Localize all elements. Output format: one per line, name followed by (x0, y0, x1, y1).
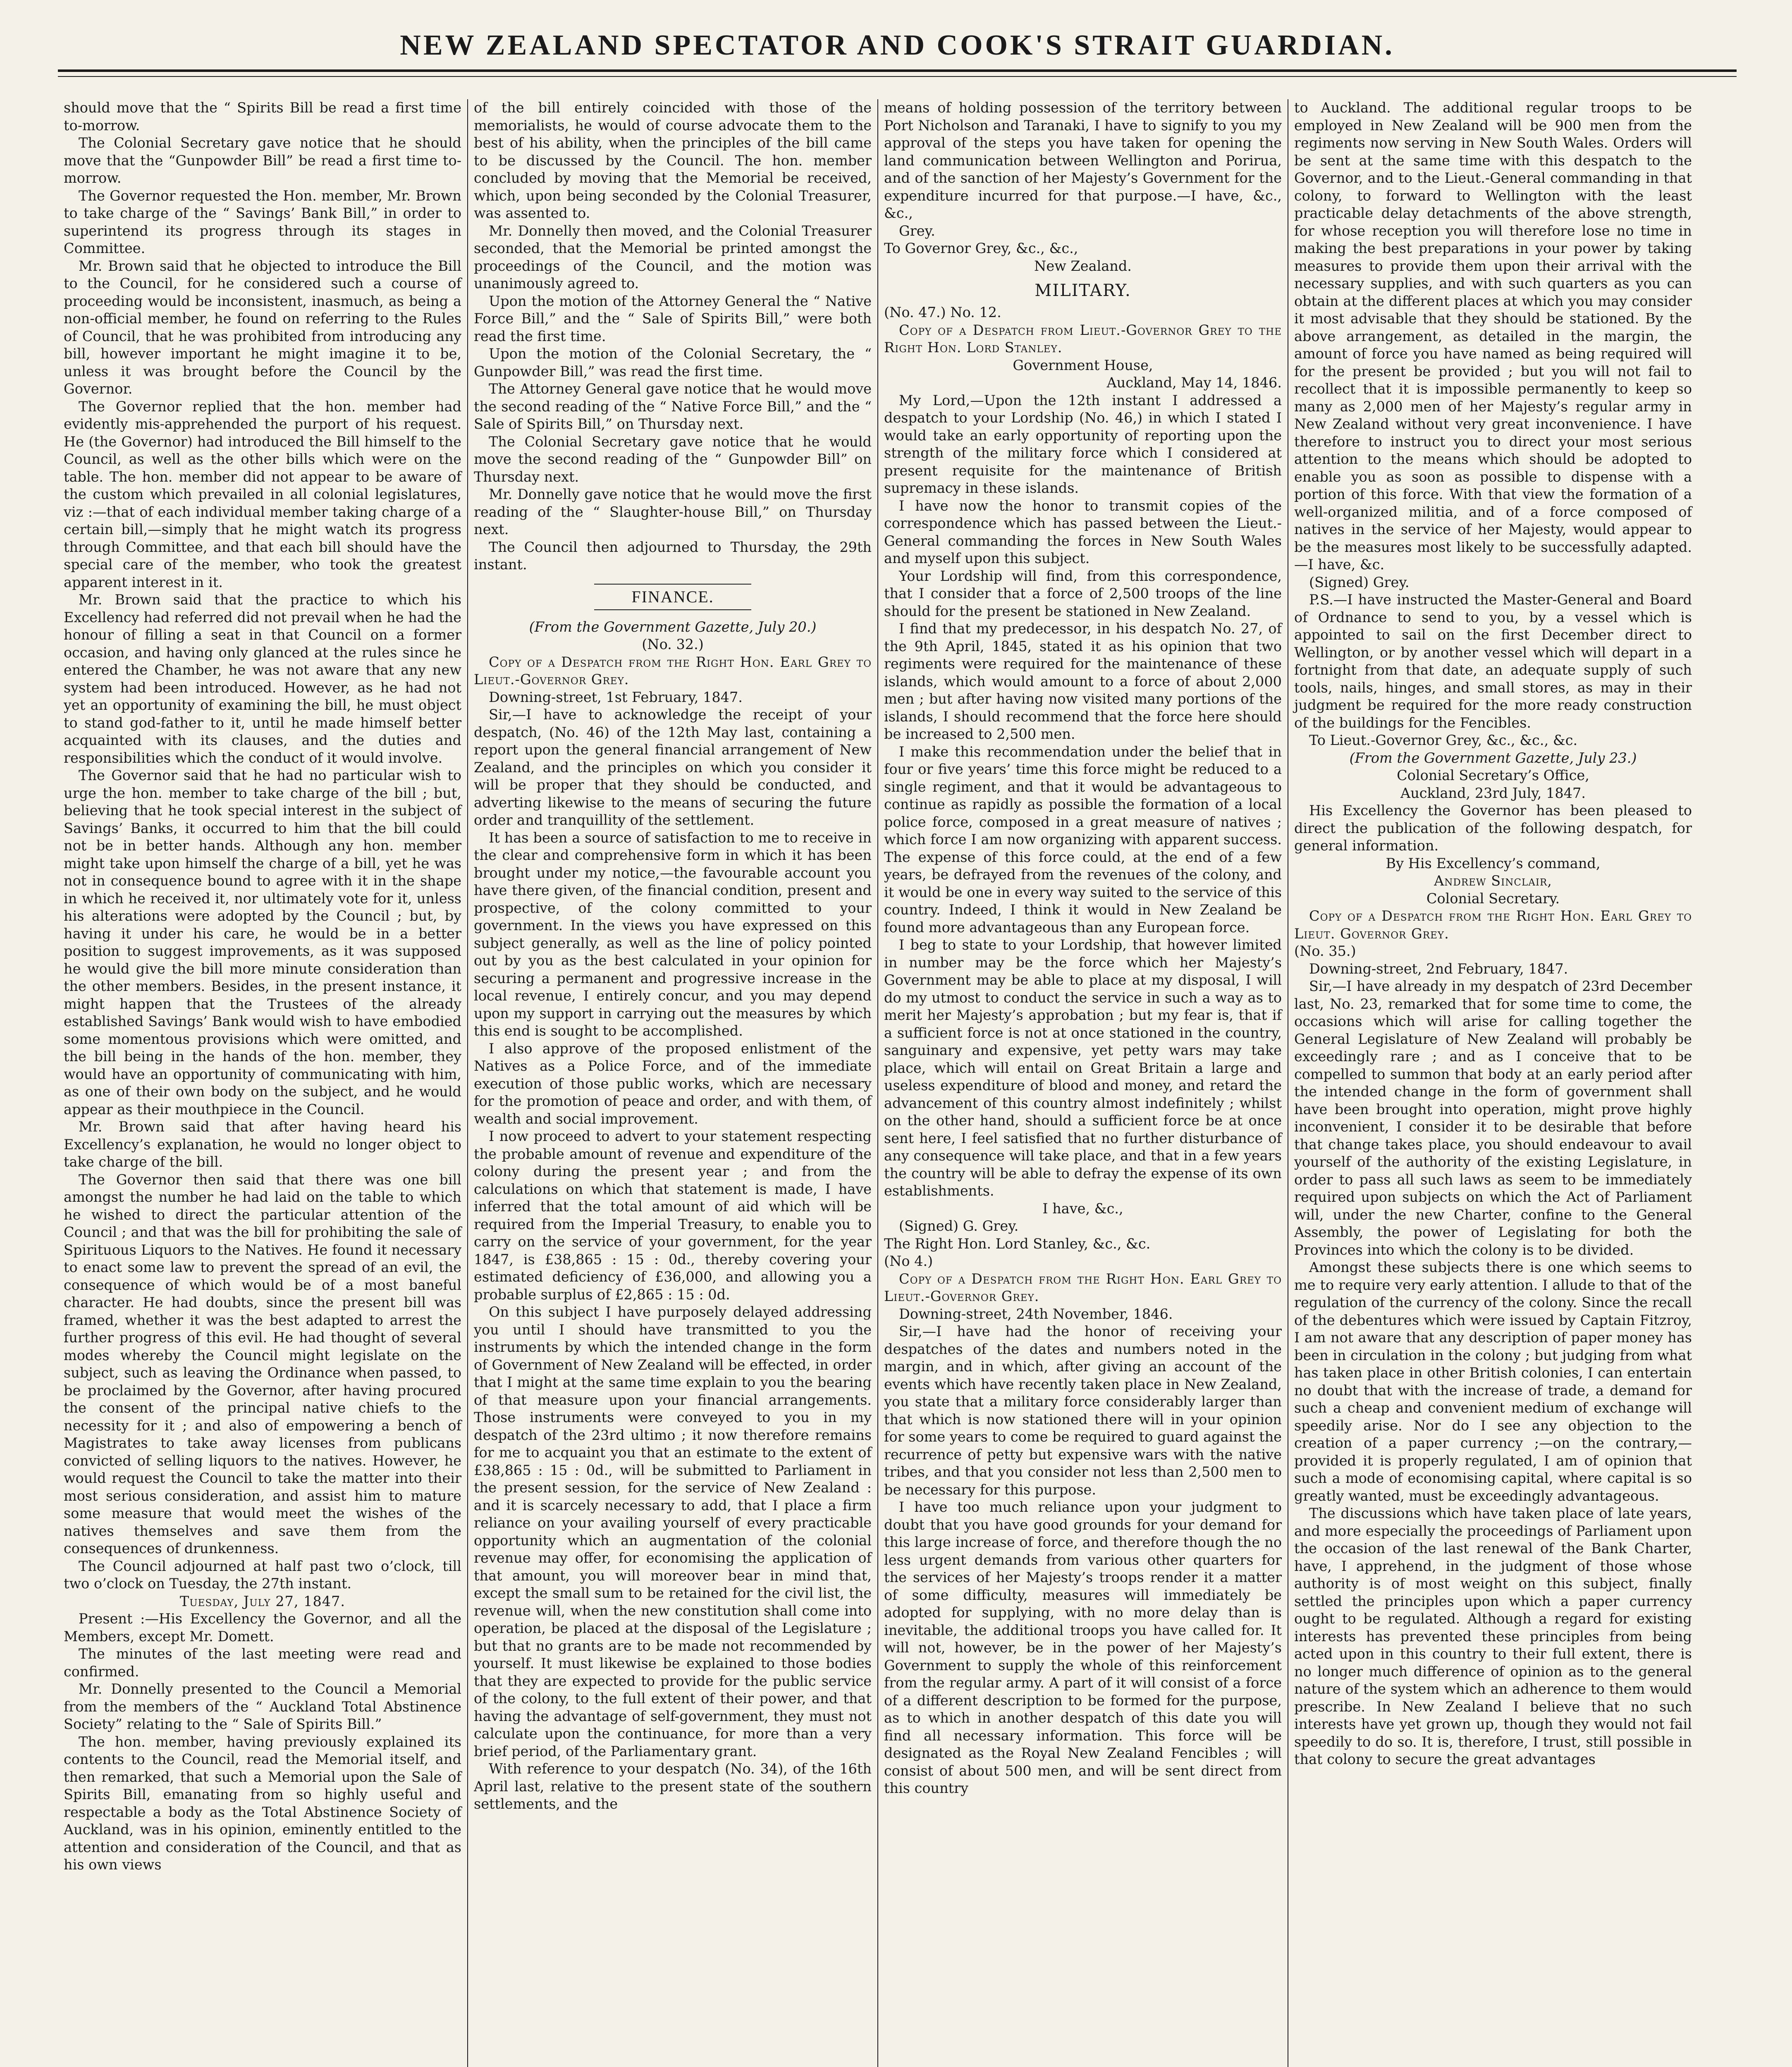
article-paragraph: means of holding possession of the territory between Port Nicholson and Taranaki, I have to signify to you my approval of the steps you have taken for opening the land communication between Wellington and Porirua, and of the sanction of her Majesty’s Government for the expenditure incurred for that purpose.—I have, &c., &c., (884, 100, 1282, 221)
article-paragraph: Your Lordship will find, from this correspondence, that I consider that a force of 2,500 troops of the line should for the present be stationed in New Zealand. (884, 568, 1282, 619)
article-paragraph: I make this recommendation under the belief that in four or five years’ time this force might be reduced to a single regiment, and that it would be advantageous to continue as rapidly as possible the formation of a local police force, composed in a great measure of natives ; which force I am now organizing with apparent success. The expense of this force could, at the end of a few years, be defrayed from the revenues of the colony, and it would be one in every way suited to the service of this country. Indeed, I think it would in New Zealand be found more advantageous than any European force. (884, 743, 1282, 936)
article-paragraph: The Governor requested the Hon. member, Mr. Brown to take charge of the “ Savings’ Bank Bill,” in order to superintend its progress through its stages in Committee. (64, 187, 461, 256)
article-paragraph: I beg to state to your Lordship, that however limited in number may be the force which her Majesty’s Government may be able to place at my disposal, I will do my utmost to conduct the service in such a way as to merit her Majesty’s approbation ; but my fear is, that if a sufficient force is not at once stationed in the country, sanguinary and expensive, yet petty wars may take place, which will entail on Great Britain a large and useless expenditure of blood and money, and retard the advancement of this country almost indefinitely ; whilst on the other hand, should a sufficient force be at once sent here, I feel satisfied that no further disturbance of any consequence will take place, and that in a few years the country will be able to defray the expense of its own establishments. (884, 937, 1282, 1199)
article-paragraph: The Governor replied that the hon. member had evidently mis-apprehended the purport of his request. He (the Governor) had introduced the Bill himself to the Council, as well as the other bills which were on the table. The hon. member did not appear to be aware of the custom which prevailed in all colonial legislatures, viz :—that of each individual member taking charge of a certain bill,—simply that he might watch its progress through Committee, and that each bill should have the special care of the member, who took the greatest apparent interest in it. (64, 398, 461, 590)
article-paragraph: My Lord,—Upon the 12th instant I addressed a despatch to your Lordship (No. 46,) in which I stated I would take an early opportunity of reporting upon the strength of the military force which I considered at present requisite for the maintenance of British supremacy in these islands. (884, 392, 1282, 496)
article-paragraph: (From the Government Gazette, July 23.) (1349, 749, 1637, 766)
article-paragraph: I have now the honor to transmit copies of the correspondence which has passed between the Lieut.-General commanding the forces in New South Wales and myself upon this subject. (884, 497, 1282, 566)
article-paragraph: Copy of a Despatch from the Right Hon. Earl Grey to Lieut.-Governor Grey. (884, 1270, 1282, 1304)
masthead-rule-thick (58, 69, 1737, 72)
article-paragraph: Government House, (1013, 357, 1153, 373)
column-3 (878, 99, 1288, 2067)
article-paragraph: The Colonial Secretary gave notice that he should move that the “Gunpowder Bill” be read a first time to-morrow. (64, 135, 461, 186)
article-paragraph: Downing-street, 24th November, 1846. (899, 1306, 1173, 1322)
article-paragraph: Copy of a Despatch from the Right Hon. Earl Grey to Lieut. Governor Grey. (1294, 908, 1692, 942)
article-paragraph: Colonial Secretary. (1426, 890, 1560, 907)
article-paragraph: The Council adjourned at half past two o’clock, till two o’clock on Tuesday, the 27th instant. (64, 1558, 461, 1592)
article-paragraph: To Governor Grey, &c., &c., (884, 240, 1078, 256)
article-paragraph: On this subject I have purposely delayed addressing you until I should have transmitted to you the instruments by which the intended change in the form of Government of New Zealand will be effected, in order that I might at the same time explain to you the bearing of that measure upon your financial arrangements. Those instruments were conveyed to you in my despatch of the 23rd ultimo ; it now therefore remains for me to acquaint you that an estimate to the extent of £38,865 : 15 : 0d., will be submitted to Parliament in the present session, for the service of New Zealand : and it is scarcely necessary to add, that I place a firm reliance on your availing yourself of every practicable opportunity which an augmentation of the colonial revenue may offer, for economising the application of that amount, you will moreover bear in mind that, except the small sum to be retained for the civil list, the revenue will, when the new constitution shall come into operation, be placed at the disposal of the Legislature ; but that no grants are to be made not recommended by yourself. It must likewise be explained to those bodies that they are expected to provide for the public service of the colony, to the full extent of their power, and that having the advantage of self-government, they must not calculate upon the continuance, for more than a very brief period, of the Parliamentary grant. (474, 1304, 872, 1759)
article-paragraph: should move that the “ Spirits Bill be read a first time to-morrow. (64, 100, 461, 134)
article-paragraph: Upon the motion of the Attorney General the “ Native Force Bill,” and the “ Sale of Spirits Bill,” were both read the first time. (474, 293, 872, 344)
article-paragraph: It has been a source of satisfaction to me to receive in the clear and comprehensive form in which it has been brought under my notice,—the favourable account you have there given, of the financial condition, present and prospective, of the colony committed to your government. In the views you have expressed on this subject generally, as well as the line of policy pointed out by you as the best calculated in your opinion for securing a permanent and progressive increase in the local revenue, I entirely concur, and you may depend upon my support in carrying out the measures by which this end is sought to be accomplished. (474, 829, 872, 1039)
article-paragraph: Mr. Donnelly gave notice that he would move the first reading of the “ Slaughter-house Bill,” on Thursday next. (474, 486, 872, 537)
article-paragraph: To Lieut.-Governor Grey, &c., &c., &c. (1309, 732, 1578, 748)
article-paragraph: The Council then adjourned to Thursday, the 29th instant. (474, 539, 872, 573)
article-paragraph: I find that my predecessor, in his despatch No. 27, of the 9th April, 1845, stated it as his opinion that two regiments were required for the maintenance of these islands, which would amount to a force of about 2,000 men ; but after having now visited many portions of the islands, I should recommend that the force here should be increased to 2,500 men. (884, 621, 1282, 742)
article-paragraph: (No. 35.) (1294, 943, 1356, 959)
article-paragraph: The hon. member, having previously explained its contents to the Council, read the Memorial itself, and then remarked, that such a Memorial upon the Sale of Spirits Bill, emanating from so highly useful and respectable a body as the Total Abstinence Society of Auckland, was in his opinion, eminently entitled to the attention and consideration of the Council, and that as his own views (64, 1733, 461, 1873)
article-paragraph: Downing-street, 1st February, 1847. (489, 689, 743, 705)
article-paragraph: His Excellency the Governor has been pleased to direct the publication of the following despatch, for general information. (1294, 802, 1692, 854)
article-paragraph: (No. 47.) No. 12. (884, 304, 1001, 320)
article-paragraph: Mr. Brown said that he objected to introduce the Bill to the Council, for he considered such a course of proceeding would be inconsistent, inasmuch, as being a non-official member, he found on referring to the Rules of Council, that he was prohibited from introducing any bill, however important he might imagine it to be, unless it was brought before the Council by the Governor. (64, 258, 461, 397)
column-4 (1288, 99, 1698, 2067)
article-paragraph: New Zealand. (1034, 258, 1132, 274)
column-1 (58, 99, 467, 2067)
article-paragraph: I have too much reliance upon your judgment to doubt that you have good grounds for your demand for this large increase of force, and therefore though the no less urgent demands from various other quarters for the services of her Majesty’s troops render it a matter of some difficulty, measures will immediately be adopted for supplying, with no more delay than is inevitable, the additional troops you have called for. It will not, however, be in the power of her Majesty’s Government to supply the whole of this reinforcement from the regular army. A part of it will consist of a force of a different description to be formed for the purpose, as to which in another despatch of this date you will find all necessary information. This force will be designated as the Royal New Zealand Fencibles ; will consist of about 500 men, and will be sent direct from this country (884, 1499, 1282, 1796)
article-paragraph: (Signed) Grey. (1309, 574, 1410, 590)
article-paragraph: Copy of a Despatch from the Right Hon. Earl Grey to Lieut.-Governor Grey. (474, 654, 872, 687)
article-paragraph: The Governor then said that there was one bill amongst the number he had laid on the table to which he wished to direct the particular attention of the Council ; and that was the bill for prohibiting the sale of Spirituous Liquors to the Natives. He found it necessary to enact some law to prevent the spread of an evil, the consequence of which would be of a most baneful character. He had doubts, since the present bill was framed, whether it was the best adapted to arrest the further progress of this evil. He had thought of several modes whereby the Council might legislate on the subject, such as leaving the Ordinance when passed, to be proclaimed by the Governor, after having procured the consent of the principal native chiefs to the necessity for it ; and also of empowering a bench of Magistrates to take away licenses from publicans convicted of selling liquors to the natives. However, he would request the Council to take the matter into their most serious consideration, and assist him to mature some measure that would meet the wishes of the natives themselves and save them from the consequences of drunkenness. (64, 1171, 461, 1556)
column-2 (468, 99, 877, 2067)
article-paragraph: Colonial Secretary’s Office, (1397, 767, 1589, 783)
article-paragraph: (No 4.) (884, 1253, 933, 1269)
article-paragraph: Mr. Donnelly then moved, and the Colonial Treasurer seconded, that the Memorial be printed amongst the proceedings of the Council, and the motion was unanimously agreed to. (474, 222, 872, 291)
article-paragraph: Mr. Brown said that after having heard his Excellency’s explanation, he would no longer object to take charge of the bill. (64, 1119, 461, 1170)
article-paragraph: Present :—His Excellency the Governor, and all the Members, except Mr. Domett. (64, 1611, 461, 1645)
article-paragraph: Auckland, 23rd July, 1847. (1400, 785, 1586, 801)
section-heading: FINANCE. (594, 584, 751, 610)
article-paragraph: Sir,—I have to acknowledge the receipt of your despatch, (No. 46) of the 12th May last, containing a report upon the general financial arrangement of New Zealand, and the principles on which you consider it will be proper that they should be conducted, and adverting likewise to the means of securing the future order and tranquillity of the settlement. (474, 707, 872, 828)
article-paragraph: Downing-street, 2nd February, 1847. (1309, 960, 1568, 977)
article-paragraph: (No. 32.) (642, 636, 704, 652)
article-paragraph: (Signed) G. Grey. (899, 1218, 1019, 1234)
article-paragraph: Tuesday, July 27, 1847. (179, 1593, 346, 1609)
article-paragraph: P.S.—I have instructed the Master-General and Board of Ordnance to send to you, by a vessel which is appointed to sail on the first December direct to Wellington, or by another vessel which will depart in a fortnight from that date, an adequate supply of such tools, nails, hinges, and small stores, as may in their judgment be required for the more ready construction of the buildings for the Fencibles. (1294, 592, 1692, 731)
article-paragraph: Sir,—I have already in my despatch of 23rd December last, No. 23, remarked that for some time to come, the occasions which will arise for calling together the General Legislature of New Zealand will probably be exceedingly rare ; and as I conceive that to be compelled to summon that body at an early period after the intended change in the form of government shall have been brought into operation, might prove highly inconvenient, I consider it to be desirable that before that change takes place, you should endeavour to avail yourself of the authority of the existing Legislature, in order to pass all such laws as seem to be immediately required upon subjects on which the Act of Parliament will, under the new Charter, confine to the General Assembly, the power of Legislating for both the Provinces into which the colony is to be divided. (1294, 978, 1692, 1258)
article-paragraph: I have, &c., (1042, 1200, 1123, 1217)
article-paragraph: The Governor said that he had no particular wish to urge the hon. member to take charge of the bill ; but, believing that he took special interest in the subject of Savings’ Banks, it occurred to him that the bill could not be in better hands. Although any hon. member might take upon himself the charge of a bill, yet he was not in consequence bound to agree with it in the shape in which he received it, nor ultimately vote for it, unless his alterations were adopted by the Council ; but, by having it under his care, he would be in a better position to suggest improvements, as it was supposed he would give the bill more minute consideration than the other members. Besides, in the present instance, it might happen that the Trustees of the already established Savings’ Bank would wish to have embodied some momentous provisions which were omitted, and the bill being in the hands of the hon. member, they would have an opportunity of communicating with him, as one of their own body on the subject, and he would appear as their mouthpiece in the Council. (64, 767, 461, 1117)
article-paragraph: The Right Hon. Lord Stanley, &c., &c. (884, 1235, 1151, 1252)
article-paragraph: Copy of a Despatch from Lieut.-Governor Grey to the Right Hon. Lord Stanley. (884, 322, 1282, 356)
article-paragraph: Mr. Brown said that the practice to which his Excellency had referred did not prevail when he had the honour of filling a seat in that Council on a former occasion, and having only glanced at the rules since he entered the Chamber, he was not aware that any new system had been introduced. However, as he had not yet an opportunity of examining the bill, he must object to stand god-father to it, until he made himself better acquainted with its clauses, and the duties and responsibilities which the conduct of it would involve. (64, 592, 461, 766)
article-paragraph: I now proceed to advert to your statement respecting the probable amount of revenue and expenditure of the colony during the present year ; and from the calculations on which that statement is made, I have inferred that the total amount of aid which will be required from the Imperial Treasury, to enable you to carry on the service of your government, for the year 1847, is £38,865 : 15 : 0d., thereby covering your estimated deficiency of £36,000, and allowing you a probable surplus of £2,865 : 15 : 0d. (474, 1128, 872, 1303)
article-paragraph: Amongst these subjects there is one which seems to me to require very early attention. I allude to that of the regulation of the currency of the colony. Since the recall of the debentures which were issued by Captain Fitzroy, I am not aware that any description of paper money has been in circulation in the colony ; but judging from what has taken place in other British colonies, I can entertain no doubt that with the increase of trade, a demand for such a cheap and convenient medium of exchange will speedily arise. Nor do I see any objection to the creation of a paper currency ;—on the contrary,—provided it is properly regulated, I am of opinion that such a mode of economising capital, where capital is so greatly wanted, must be exceedingly advantageous. (1294, 1259, 1692, 1504)
article-paragraph: Mr. Donnelly presented to the Council a Memorial from the members of the “ Auckland Total Abstinence Society” relating to the “ Sale of Spirits Bill.” (64, 1681, 461, 1732)
newspaper-page (58, 25, 1737, 2067)
column-container (58, 99, 1737, 2067)
article-paragraph: I also approve of the proposed enlistment of the Natives as a Police Force, and of the immediate execution of those public works, which are necessary for the promotion of peace and order, and with them, of wealth and social improvement. (474, 1040, 872, 1127)
article-paragraph: Upon the motion of the Colonial Secretary, the “ Gunpowder Bill,” was read the first time. (474, 346, 872, 380)
article-paragraph: By His Excellency’s command, (1386, 855, 1601, 871)
article-paragraph: The discussions which have taken place of late years, and more especially the proceedings of Parliament upon the occasion of the last renewal of the Bank Charter, have, I apprehend, in the judgment of those whose authority is of most weight on this subject, finally settled the principles upon which a paper currency ought to be regulated. Although a regard for existing interests has prevented these principles from being acted upon in this country to their full extent, there is no longer much difference of opinion as to the general nature of the system which an adherence to them would prescribe. In New Zealand I believe that no such interests have yet grown up, though they would not fail speedily to do so. It is, therefore, I trust, still possible in that colony to secure the great advantages (1294, 1505, 1692, 1767)
article-paragraph: Andrew Sinclair, (1434, 873, 1552, 889)
article-paragraph: to Auckland. The additional regular troops to be employed in New Zealand will be 900 men from the regiments now serving in New South Wales. Orders will be sent at the same time with this despatch to the Governor, and to the Lieut.-General commanding in that colony, to forward to Wellington with the least practicable delay detachments of the above strength, for whose reception you will therefore lose no time in making the best preparations in your power by taking measures to provide them upon their arrival with the necessary supplies, and with such quarters as you can obtain at the different places at which you may consider it most advisable that they should be stationed. By the above arrangement, as detailed in the margin, the amount of force you have named as being required will for the present be provided ; but you will not fail to recollect that it is impossible permanently to keep so many as 2,000 men of her Majesty’s regular army in New Zealand without very great inconvenience. I have therefore to instruct you to direct your most serious attention to the means which should be adopted to enable you as soon as possible to dispense with a portion of this force. With that view the formation of a well-organized militia, and of a force composed of natives in the service of her Majesty, would appear to be the measures most likely to be successfully adapted.—I have, &c. (1294, 100, 1692, 573)
article-paragraph: The Attorney General gave notice that he would move the second reading of the “ Native Force Bill,” and the “ Sale of Spirits Bill,” on Thursday next. (474, 381, 872, 432)
article-paragraph: Grey. (899, 222, 935, 239)
section-heading: MILITARY. (1035, 281, 1131, 300)
article-paragraph: The Colonial Secretary gave notice that he would move the second reading of the “ Gunpowder Bill” on Thursday next. (474, 433, 872, 485)
masthead-title: NEW ZEALAND SPECTATOR AND COOK'S STRAIT GUARDIAN. (400, 29, 1395, 61)
article-paragraph: Sir,—I have had the honor of receiving your despatches of the dates and numbers noted in the margin, and in which, after giving an account of the events which have recently taken place in New Zealand, you state that a military force considerably larger than that which is now stationed there will in your opinion for some years to come be required to guard against the recurrence of petty but expensive wars with the native tribes, and that you consider not less than 2,500 men to be necessary for this purpose. (884, 1323, 1282, 1498)
article-paragraph: The minutes of the last meeting were read and confirmed. (64, 1646, 461, 1680)
article-paragraph: With reference to your despatch (No. 34), of the 16th April last, relative to the present state of the southern settlements, and the (474, 1761, 872, 1812)
article-paragraph: Auckland, May 14, 1846. (1106, 375, 1282, 391)
article-paragraph: (From the Government Gazette, July 20.) (529, 618, 817, 635)
article-paragraph: of the bill entirely coincided with those of the memorialists, he would of course advocate them to the best of his ability, when the principles of the bill came to be discussed by the Council. The hon. member concluded by moving that the Memorial be received, which, upon being seconded by the Colonial Treasurer, was assented to. (474, 100, 872, 221)
masthead-rule-thin (58, 76, 1737, 77)
